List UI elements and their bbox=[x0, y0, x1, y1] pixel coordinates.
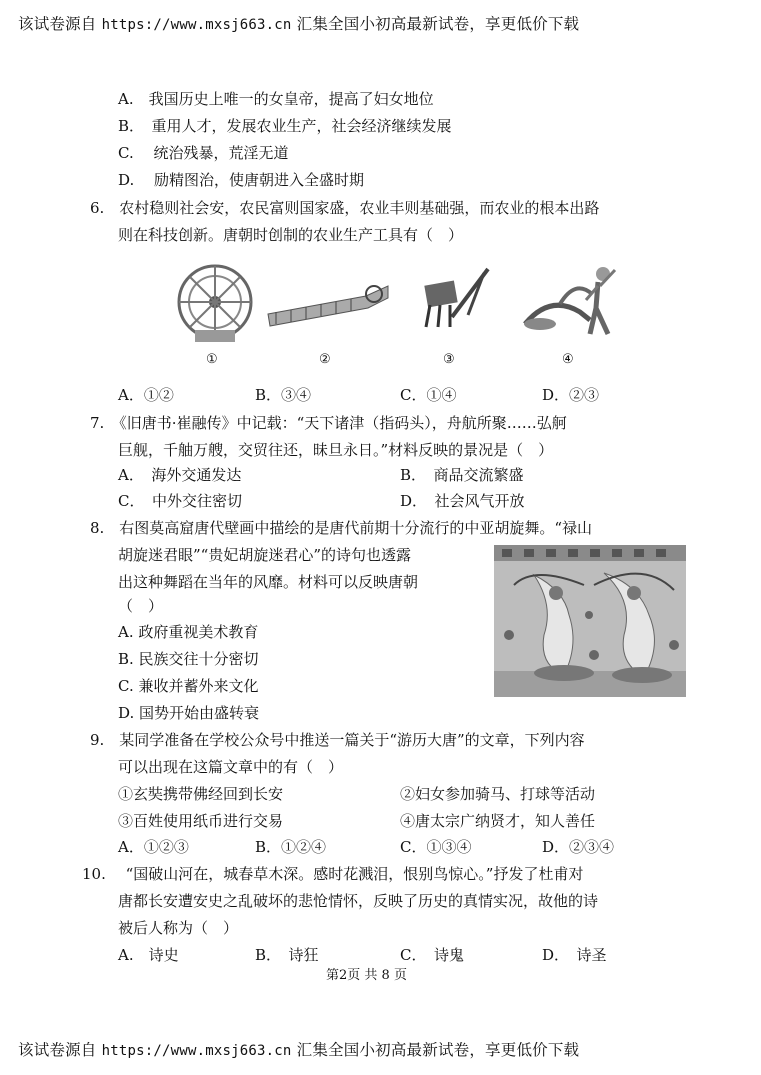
q9-item-3: ③百姓使用纸币进行交易 bbox=[118, 812, 284, 830]
q10-option-d: D． 诗圣 bbox=[542, 946, 607, 964]
q7-stem-line-2: 巨舰，千舳万艘，交贸往还，昧旦永日。”材料反映的景况是（ ） bbox=[118, 441, 554, 459]
q7-option-b: B． 商品交流繁盛 bbox=[400, 466, 524, 484]
q10-stem-line-1: 10. “国破山河在，城春草木深。感时花溅泪，恨别鸟惊心。”抒发了杜甫对 bbox=[82, 865, 584, 883]
image-label-2: ② bbox=[319, 352, 331, 367]
q5-option-b: B． 重用人才，发展农业生产，社会经济继续发展 bbox=[118, 117, 452, 135]
q10-option-a: A. 诗史 bbox=[118, 946, 179, 964]
q8-stem-line-3: 出这种舞蹈在当年的风靡。材料可以反映唐朝 bbox=[118, 573, 419, 591]
q8-option-d: D. 国势开始由盛转衰 bbox=[118, 704, 260, 722]
huxuan-dance-mural-image bbox=[494, 545, 686, 697]
header-suffix: 汇集全国小初高最新试卷，享更低价下载 bbox=[296, 15, 580, 33]
q8-option-a: A. 政府重视美术教育 bbox=[118, 623, 259, 641]
page-number: 第2页 共 8 页 bbox=[326, 968, 407, 983]
curved-plough-image bbox=[520, 264, 630, 338]
waterwheel-image bbox=[165, 262, 263, 344]
image-label-4: ④ bbox=[562, 352, 574, 367]
q8-option-b: B. 民族交往十分密切 bbox=[118, 650, 259, 668]
q9-option-d: D．②③④ bbox=[542, 838, 615, 856]
q10-option-c: C． 诗鬼 bbox=[400, 946, 464, 964]
q7-option-c: C． 中外交往密切 bbox=[118, 492, 242, 510]
q7-option-d: D． 社会风气开放 bbox=[400, 492, 525, 510]
source-header-top bbox=[18, 14, 579, 35]
image-label-1: ① bbox=[206, 352, 218, 367]
q8-option-c: C. 兼收并蓄外来文化 bbox=[118, 677, 259, 695]
q10-option-b: B． 诗狂 bbox=[255, 946, 319, 964]
q9-stem-line-2: 可以出现在这篇文章中的有（ ） bbox=[118, 758, 344, 776]
q6-option-b: B．③④ bbox=[255, 386, 312, 404]
q9-option-a: A．①②③ bbox=[118, 838, 189, 856]
q5-option-a: A. 我国历史上唯一的女皇帝，提高了妇女地位 bbox=[118, 90, 434, 108]
q7-stem-line-1: 7. 《旧唐书·崔融传》中记载：“天下诸津（指码头），舟航所聚……弘舸 bbox=[90, 414, 567, 432]
q8-stem-line-2: 胡旋迷君眼”“贵妃胡旋迷君心”的诗句也透露 bbox=[118, 546, 412, 564]
image-label-3: ③ bbox=[443, 352, 455, 367]
header-suffix: 汇集全国小初高最新试卷，享更低价下载 bbox=[296, 1041, 580, 1059]
q8-stem-line-4: （ ） bbox=[118, 597, 164, 615]
header-url[interactable]: https://www.mxsj663.cn bbox=[101, 1043, 292, 1059]
q9-item-2: ②妇女参加骑马、打球等活动 bbox=[400, 785, 596, 803]
q9-item-4: ④唐太宗广纳贤才，知人善任 bbox=[400, 812, 596, 830]
q8-stem-line-1: 8. 右图莫高窟唐代壁画中描绘的是唐代前期十分流行的中亚胡旋舞。“禄山 bbox=[90, 519, 592, 537]
q9-stem-line-1: 9. 某同学准备在学校公众号中推送一篇关于“游历大唐”的文章，下列内容 bbox=[90, 731, 585, 749]
q9-item-1: ①玄奘携带佛经回到长安 bbox=[118, 785, 284, 803]
q9-option-b: B．①②④ bbox=[255, 838, 327, 856]
q10-stem-line-2: 唐都长安遭安史之乱破坏的悲怆情怀，反映了历史的真情实况，故他的诗 bbox=[118, 892, 599, 910]
sowing-tool-image bbox=[412, 265, 492, 333]
header-prefix: 该试卷源自 bbox=[18, 1041, 97, 1059]
q6-option-c: C．①④ bbox=[400, 386, 457, 404]
header-prefix: 该试卷源自 bbox=[18, 15, 97, 33]
dragon-bone-pump-image bbox=[266, 274, 390, 330]
q6-stem-line-2: 则在科技创新。唐朝时创制的农业生产工具有（ ） bbox=[118, 226, 464, 244]
q6-option-d: D．②③ bbox=[542, 386, 600, 404]
q6-stem-line-1: 6. 农村稳则社会安，农民富则国家盛，农业丰则基础强，而农业的根本出路 bbox=[90, 199, 600, 217]
header-url[interactable]: https://www.mxsj663.cn bbox=[101, 17, 292, 33]
q7-option-a: A． 海外交通发达 bbox=[118, 466, 242, 484]
q10-stem-line-3: 被后人称为（ ） bbox=[118, 919, 239, 937]
q5-option-d: D. 励精图治，使唐朝进入全盛时期 bbox=[118, 171, 365, 189]
q6-option-a: A．①② bbox=[118, 386, 174, 404]
source-header-bottom bbox=[18, 1040, 579, 1061]
q5-option-c: C. 统治残暴，荒淫无道 bbox=[118, 144, 289, 162]
q9-option-c: C．①③④ bbox=[400, 838, 472, 856]
